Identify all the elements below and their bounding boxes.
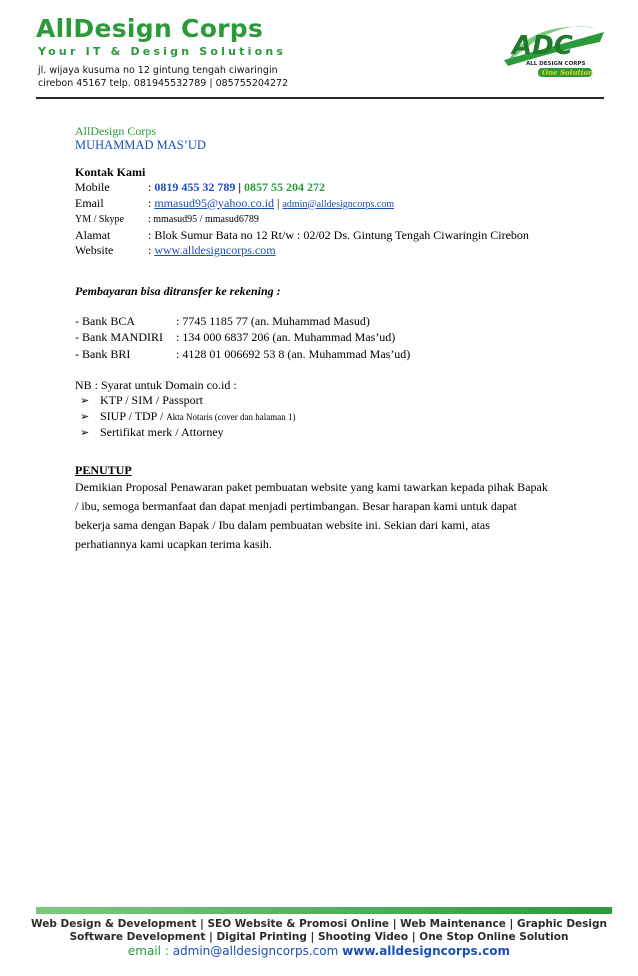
requirement-text: KTP / SIM / Passport (100, 393, 203, 407)
email-sep: : (148, 195, 155, 210)
requirements-heading: NB : Syarat untuk Domain co.id : (75, 378, 237, 392)
brand-title: AllDesign Corps (36, 14, 264, 43)
ym-label: YM / Skype (75, 214, 124, 225)
email-label: Email (75, 195, 104, 210)
mobile-label: Mobile (75, 180, 110, 194)
logo-text: ADC (512, 31, 573, 61)
mobile-number-2[interactable]: 0857 55 204 272 (244, 180, 325, 194)
bank-list (75, 313, 575, 363)
bank-detail: : 7745 1185 77 (an. Muhammad Masud) (176, 313, 370, 328)
email-divider: | (274, 195, 283, 210)
address-label: Alamat (75, 227, 111, 242)
requirement-note: Akta Notaris (cover dan halaman 1) (166, 411, 296, 422)
ym-row (75, 212, 575, 228)
bank-detail: : 134 000 6837 206 (an. Muhammad Mas’ud) (176, 330, 396, 344)
mobile-row (75, 180, 575, 196)
address-value: : Blok Sumur Bata no 12 Rt/w : 02/02 Ds. Gintung Tengah Ciwaringin Cirebon (148, 227, 529, 242)
website-sep: : (148, 243, 155, 257)
bank-name: - Bank BRI (75, 346, 131, 361)
mobile-sep: : (148, 180, 155, 194)
bank-detail: : 4128 01 006692 53 8 (an. Muhammad Mas’ud) (176, 346, 411, 361)
address-row (75, 228, 575, 244)
footer-services-line2: Software Development | Digital Printing | Shooting Video | One Stop Online Solution (69, 931, 569, 943)
bank-name: - Bank MANDIRI (75, 330, 163, 344)
header-address-line2: cirebon 45167 telp. 081945532789 | 085755204272 (38, 78, 289, 89)
footer-website-link[interactable]: www.alldesigncorps.com (342, 944, 511, 958)
footer-email-link[interactable]: admin@alldesigncorps.com (172, 944, 339, 958)
email-row (75, 196, 575, 213)
adc-logo (500, 20, 610, 80)
arrow-bullet-icon: ➢ (80, 409, 90, 423)
contact-heading: Kontak Kami (75, 165, 146, 179)
email-link-2[interactable]: admin@alldesigncorps.com (282, 198, 395, 210)
website-link[interactable]: www.alldesigncorps.com (154, 243, 276, 257)
arrow-bullet-icon: ➢ (80, 426, 90, 439)
closing-paragraph: Demikian Proposal Penawaran paket pembuatan website yang kami tawarkan kepada pihak Bapak / ibu, semoga bermanfaat dan dapat menjadi pertimbangan. Besar harapan kami untuk dapat bekerja sama dengan Bapak / Ibu dalam pembuatan website ini. Sekian dari kami, atas perhatiannya kami ucapkan terima kasih. (75, 479, 548, 551)
brand-tagline: Your IT & Design Solutions (38, 45, 287, 58)
company-name: AllDesign Corps (75, 124, 156, 138)
requirement-item (75, 393, 575, 409)
arrow-bullet-icon: ➢ (80, 394, 90, 407)
bank-row (75, 329, 575, 346)
requirement-item (75, 409, 575, 426)
bank-name: - Bank BCA (75, 313, 135, 328)
requirement-item (75, 425, 575, 441)
contact-person: MUHAMMAD MAS’UD (75, 138, 206, 152)
footer-email-label: email : (127, 944, 173, 958)
header-address-line1: jl. wijaya kusuma no 12 gintung tengah ciwaringin (38, 65, 278, 76)
mobile-number-1[interactable]: 0819 455 32 789 (154, 180, 236, 194)
closing-heading: PENUTUP (75, 462, 132, 477)
website-label: Website (75, 243, 114, 257)
document-body (75, 124, 575, 554)
header-address (38, 64, 288, 90)
requirement-text: SIUP / TDP / (100, 408, 167, 423)
footer-services-line1: Web Design & Development | SEO Website & Promosi Online | Web Maintenance | Graphic Design (31, 918, 607, 930)
website-row (75, 243, 575, 259)
footer-bar (36, 907, 612, 914)
bank-row (75, 346, 575, 363)
email-link-1[interactable]: mmasud95@yahoo.co.id (154, 195, 275, 210)
header-divider (36, 97, 604, 99)
payment-heading: Pembayaran bisa ditransfer ke rekening : (75, 283, 281, 298)
logo-script: One Solution (542, 68, 594, 77)
ym-value: : mmasud95 / mmasud6789 (148, 214, 259, 225)
mobile-divider: | (235, 180, 244, 194)
requirement-text: Sertifikat merk / Attorney (100, 425, 224, 439)
logo-subtext: ALL DESIGN CORPS (526, 61, 586, 67)
bank-row (75, 313, 575, 330)
footer-contact (0, 944, 638, 958)
